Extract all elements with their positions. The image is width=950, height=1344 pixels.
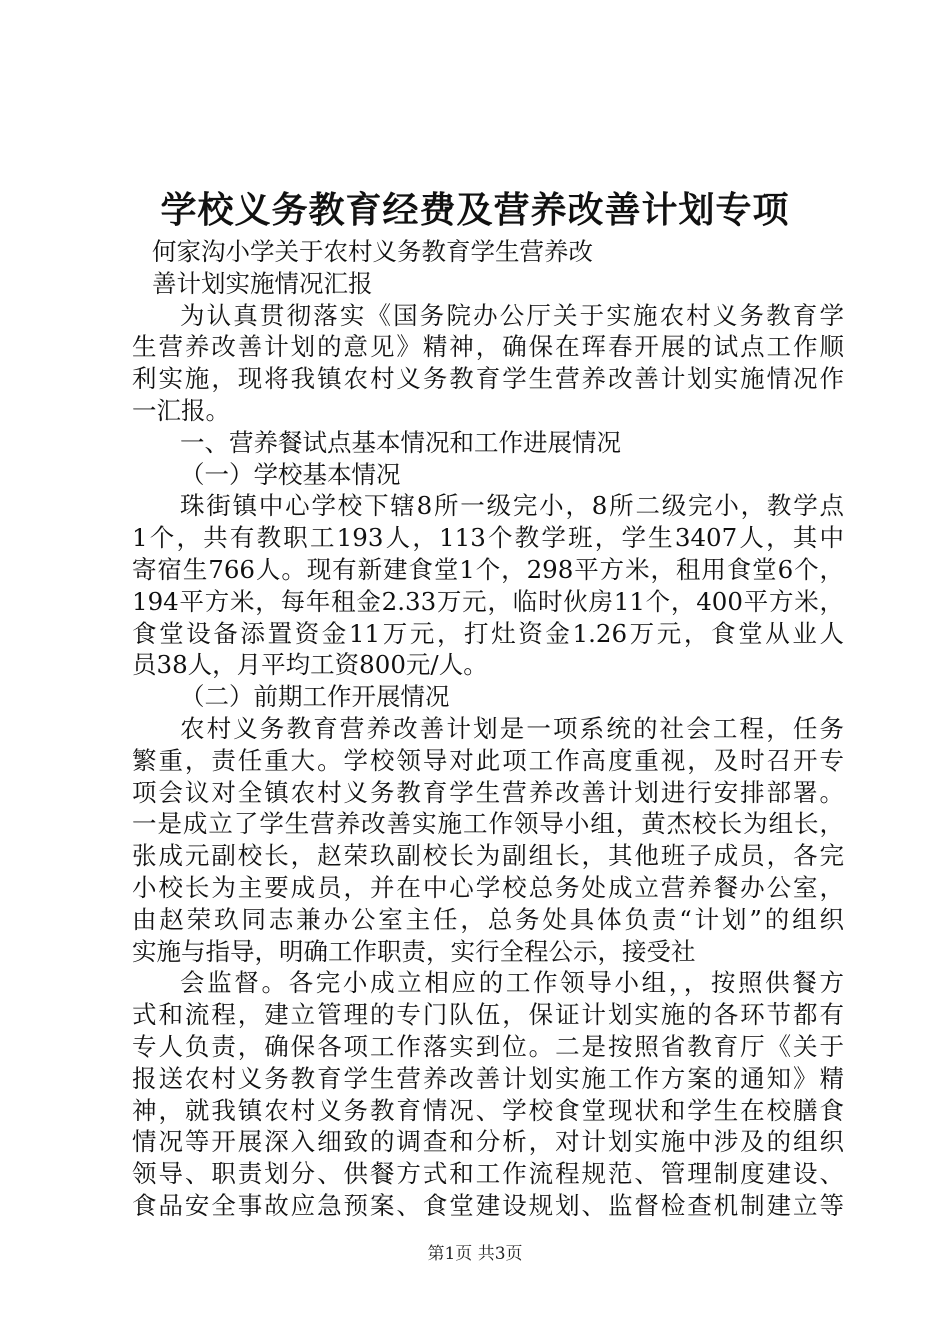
paragraph-line: 农村义务教育营养改善计划是一项系统的社会工程，任务 xyxy=(180,713,844,743)
document-body xyxy=(132,236,844,1222)
paragraph-line: 一汇报。 xyxy=(132,395,230,425)
paragraph-line: 食品安全事故应急预案、食堂建设规划、监督检查机制建立等 xyxy=(132,1190,844,1220)
paragraph-line: 繁重，责任重大。学校领导对此项工作高度重视，及时召开专 xyxy=(132,745,844,775)
paragraph-line: 会监督。各完小成立相应的工作领导小组，，按照供餐方 xyxy=(180,968,844,998)
page-number: 第1页 共3页 xyxy=(427,1244,523,1264)
paragraph-line: 式和流程，建立管理的专门队伍，保证计划实施的各环节都有 xyxy=(132,1000,844,1030)
paragraph-line: 员38人，月平均工资800元/人。 xyxy=(132,650,488,680)
paragraph-line: 项会议对全镇农村义务教育学生营养改善计划进行安排部署。 xyxy=(132,777,844,807)
subtitle-line-1: 何家沟小学关于农村义务教育学生营养改 xyxy=(152,237,593,266)
subsection-heading: （二）前期工作开展情况 xyxy=(180,682,450,712)
paragraph-line: 1个，共有教职工193人，113个教学班，学生3407人，其中 xyxy=(132,523,844,553)
section-heading: 一、营养餐试点基本情况和工作进展情况 xyxy=(180,427,621,457)
paragraph-line: 实施与指导，明确工作职责，实行全程公示，接受社 xyxy=(132,936,696,966)
paragraph-line: 寄宿生766人。现有新建食堂1个，298平方米，租用食堂6个， xyxy=(132,554,844,584)
paragraph-line: 食堂设备添置资金11万元，打灶资金1.26万元，食堂从业人 xyxy=(132,618,844,648)
paragraph-line: 由赵荣玖同志兼办公室主任，总务处具体负责“计划”的组织 xyxy=(132,904,844,934)
paragraph-line: 情况等开展深入细致的调查和分析，对计划实施中涉及的组织 xyxy=(132,1127,844,1157)
paragraph-line: 生营养改善计划的意见》精神，确保在珲春开展的试点工作顺 xyxy=(132,332,844,362)
paragraph-line: 神，就我镇农村义务教育情况、学校食堂现状和学生在校膳食 xyxy=(132,1095,844,1125)
paragraph-line: 领导、职责划分、供餐方式和工作流程规范、管理制度建设、 xyxy=(132,1159,844,1189)
paragraph-line: 珠街镇中心学校下辖8所一级完小，8所二级完小，教学点 xyxy=(180,491,844,521)
paragraph-line: 报送农村义务教育学生营养改善计划实施工作方案的通知》精 xyxy=(132,1063,844,1093)
paragraph-line: 194平方米，每年租金2.33万元，临时伙房11个，400平方米， xyxy=(132,586,844,616)
document-title: 学校义务教育经费及营养改善计划专项 xyxy=(160,189,790,231)
subsection-heading: （一）学校基本情况 xyxy=(180,459,401,489)
paragraph-line: 小校长为主要成员，并在中心学校总务处成立营养餐办公室， xyxy=(132,872,844,902)
subtitle-line-2: 善计划实施情况汇报 xyxy=(152,268,373,298)
paragraph-line: 专人负责，确保各项工作落实到位。二是按照省教育厅《关于 xyxy=(132,1031,844,1061)
paragraph-line: 利实施，现将我镇农村义务教育学生营养改善计划实施情况作 xyxy=(132,364,844,394)
paragraph-line: 为认真贯彻落实《国务院办公厅关于实施农村义务教育学 xyxy=(180,300,844,330)
paragraph-line: 张成元副校长，赵荣玖副校长为副组长，其他班子成员，各完 xyxy=(132,841,844,871)
paragraph-line: 一是成立了学生营养改善实施工作领导小组，黄杰校长为组长， xyxy=(132,809,844,839)
